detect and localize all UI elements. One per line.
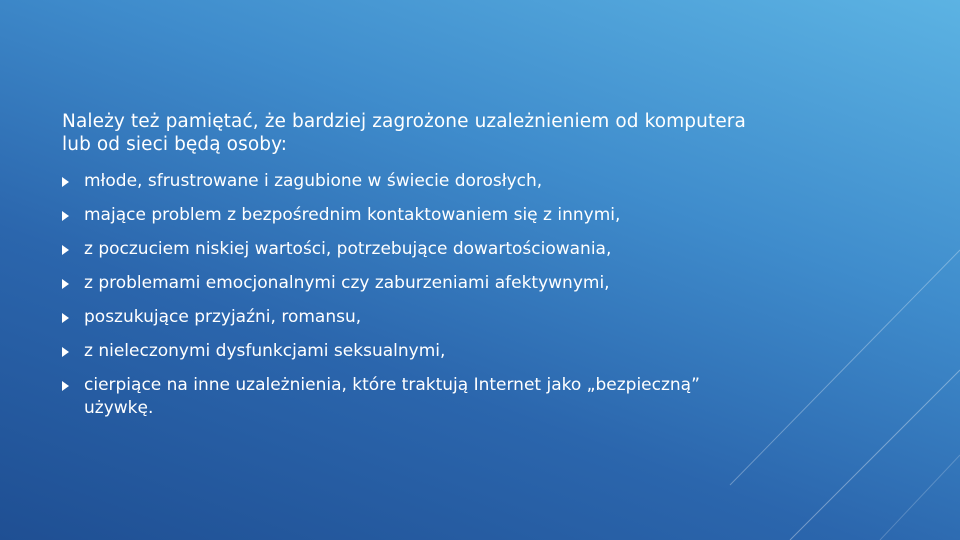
list-item-text: poszukujące przyjaźni, romansu, <box>84 307 362 327</box>
list-item <box>62 374 762 420</box>
list-item-text: młode, sfrustrowane i zagubione w świecie dorosłych, <box>84 171 543 191</box>
slide-content <box>62 110 762 431</box>
list-item <box>62 238 762 261</box>
list-item-text: cierpiące na inne uzależnienia, które traktują Internet jako „bezpieczną” używkę. <box>84 375 700 418</box>
list-item-text: mające problem z bezpośrednim kontaktowaniem się z innymi, <box>84 205 621 225</box>
triangle-bullet-icon <box>62 313 69 323</box>
decorative-line-2 <box>730 250 960 485</box>
triangle-bullet-icon <box>62 347 69 357</box>
list-item <box>62 306 762 329</box>
triangle-bullet-icon <box>62 381 69 391</box>
list-item <box>62 272 762 295</box>
decorative-line-3 <box>880 455 960 540</box>
triangle-bullet-icon <box>62 279 69 289</box>
intro-text: Należy też pamiętać, że bardziej zagrożone uzależnieniem od komputera lub od sieci będą osoby: <box>62 111 746 155</box>
decorative-line-1 <box>790 370 960 540</box>
list-item-text: z problemami emocjonalnymi czy zaburzeniami afektywnymi, <box>84 273 610 293</box>
list-item <box>62 204 762 227</box>
list-item-text: z nieleczonymi dysfunkcjami seksualnymi, <box>84 341 446 361</box>
list-item <box>62 340 762 363</box>
triangle-bullet-icon <box>62 177 69 187</box>
list-item <box>62 170 762 193</box>
triangle-bullet-icon <box>62 211 69 221</box>
triangle-bullet-icon <box>62 245 69 255</box>
list-item-text: z poczuciem niskiej wartości, potrzebujące dowartościowania, <box>84 239 612 259</box>
bullet-list <box>62 170 762 420</box>
